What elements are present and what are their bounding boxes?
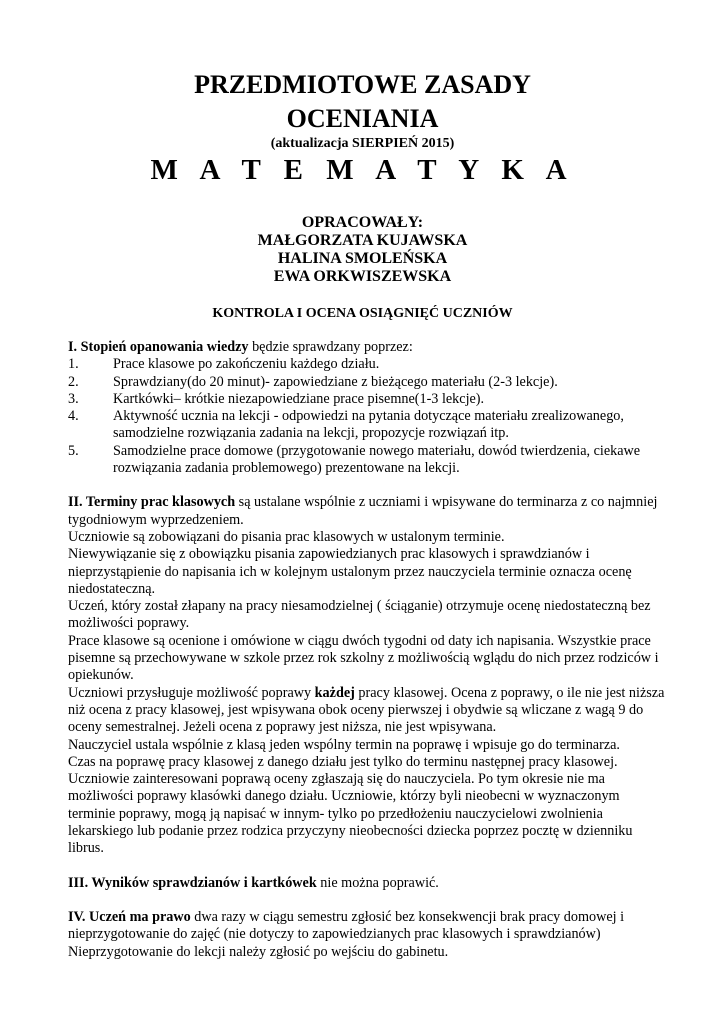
list-item-text: Prace klasowe po zakończeniu każdego działu. — [113, 356, 380, 373]
paragraph: Czas na poprawę pracy klasowej z danego działu jest tylko do terminu następnej pracy klasowej. — [68, 753, 618, 770]
list-item-number: 3. — [68, 390, 79, 407]
author-name: HALINA SMOLEŃSKA — [277, 250, 448, 267]
title-line-2: OCENIANIA — [286, 104, 439, 133]
list-item — [68, 374, 668, 391]
list-item — [68, 356, 668, 373]
paragraph: Nieprzygotowanie do lekcji należy zgłosić po wejściu do gabinetu. — [68, 943, 449, 960]
author-name: EWA ORKWISZEWSKA — [273, 268, 452, 285]
paragraph: Uczeń, który został złapany na pracy niesamodzielnej ( ściąganie) otrzymuje ocenę niedostateczną bez możliwości poprawy. — [68, 598, 651, 632]
section-4-text: dwa razy w ciągu semestru zgłosić bez konsekwencji brak pracy domowej i nieprzygotowanie do zajęć (nie dotyczy to zapowiedzianych prac klasowych i sprawdzianów) — [68, 908, 625, 943]
list-item-number: 5. — [68, 442, 79, 459]
document-body — [68, 339, 668, 961]
list-item-text: Sprawdziany(do 20 minut)- zapowiedziane z bieżącego materiału (2-3 lekcje). — [113, 373, 558, 390]
assessment-methods-list — [68, 356, 668, 477]
authors-heading: OPRACOWAŁY: — [301, 214, 424, 231]
section-4-heading: IV. Uczeń ma prawo — [68, 908, 191, 925]
update-note: (aktualizacja SIERPIEŃ 2015) — [270, 136, 455, 151]
paragraph-text: Uczniowi przysługuje możliwość poprawy — [68, 684, 315, 701]
list-item-number: 4. — [68, 408, 79, 425]
section-1 — [68, 339, 668, 477]
paragraph-text: pracy klasowej. Ocena z poprawy, o ile nie jest niższa niż ocena z pracy klasowej, jest wpisywana obok oceny pierwszej i obydwie są wliczane z wagą 9 do oceny semestralnej. Jeżeli ocena z poprawy jest niższa, nie jest wpisywana. — [68, 684, 665, 736]
list-item — [68, 408, 668, 443]
section-title: KONTROLA I OCENA OSIĄGNIĘĆ UCZNIÓW — [212, 306, 513, 321]
section-2-heading: II. Terminy prac klasowych — [68, 494, 236, 511]
section-2 — [68, 494, 668, 857]
section-1-heading: I. Stopień opanowania wiedzy — [68, 339, 249, 355]
section-3-heading: III. Wyników sprawdzianów i kartkówek — [68, 874, 317, 891]
paragraph: Nauczyciel ustala wspólnie z klasą jeden wspólny termin na poprawę i wpisuje go do terminarza. — [68, 736, 620, 753]
list-item-number: 1. — [68, 356, 79, 373]
emphasis-text: każdej — [314, 684, 355, 701]
subject-title: M A T E M A T Y K A — [150, 154, 575, 186]
paragraph: Uczniowie są zobowiązani do pisania prac klasowych w ustalonym terminie. — [68, 528, 505, 545]
title-line-1: PRZEDMIOTOWE ZASADY — [194, 70, 531, 99]
section-2-intro: są ustalane wspólnie z uczniami i wpisywane do terminarza z co najmniej tygodniowym wyprzedzeniem. — [68, 494, 658, 528]
list-item-number: 2. — [68, 373, 79, 390]
paragraph: Niewywiązanie się z obowiązku pisania zapowiedzianych prac klasowych i sprawdzianów i nieprzystąpienie do napisania ich w kolejnym ustalonym przez nauczyciela terminie oznacza ocenę niedostateczną. — [68, 546, 632, 597]
paragraph: Prace klasowe są ocenione i omówione w ciągu dwóch tygodni od daty ich napisania. Wszystkie prace pisemne są przechowywane w szkole przez rok szkolny z możliwością wglądu do nich przez rodziców i opiekunów. — [68, 632, 659, 684]
list-item-text: Aktywność ucznia na lekcji - odpowiedzi na pytania dotyczące materiału zrealizowanego, samodzielne rozwiązania zadania na lekcji, propozycje rozwiązań itp. — [113, 408, 624, 442]
list-item — [68, 391, 668, 408]
section-1-intro: będzie sprawdzany poprzez: — [248, 339, 413, 355]
author-name: MAŁGORZATA KUJAWSKA — [257, 232, 468, 249]
list-item-text: Samodzielne prace domowe (przygotowanie nowego materiału, dowód twierdzenia, ciekawe rozwiązania zadania problemowego) prezentowane na lekcji. — [113, 442, 641, 477]
paragraph — [68, 685, 668, 737]
paragraph: Uczniowie zainteresowani poprawą oceny zgłaszają się do nauczyciela. Po tym okresie nie ma możliwości poprawy klasówki danego działu. Uczniowie, którzy byli nieobecni w wyznaczonym terminie poprawy, mogą ją napisać w innym- tylko po przedłożeniu nauczycielowi zwolnienia lekarskiego lub podanie przez rodzica przyczyny nieobecności dziecka poprzez pocztę w dzienniku librus. — [68, 771, 633, 857]
list-item — [68, 443, 668, 478]
section-4 — [68, 909, 668, 961]
section-3-text: nie można poprawić. — [316, 874, 439, 891]
section-3 — [68, 875, 668, 892]
list-item-text: Kartkówki– krótkie niezapowiedziane prace pisemne(1-3 lekcje). — [113, 390, 485, 407]
